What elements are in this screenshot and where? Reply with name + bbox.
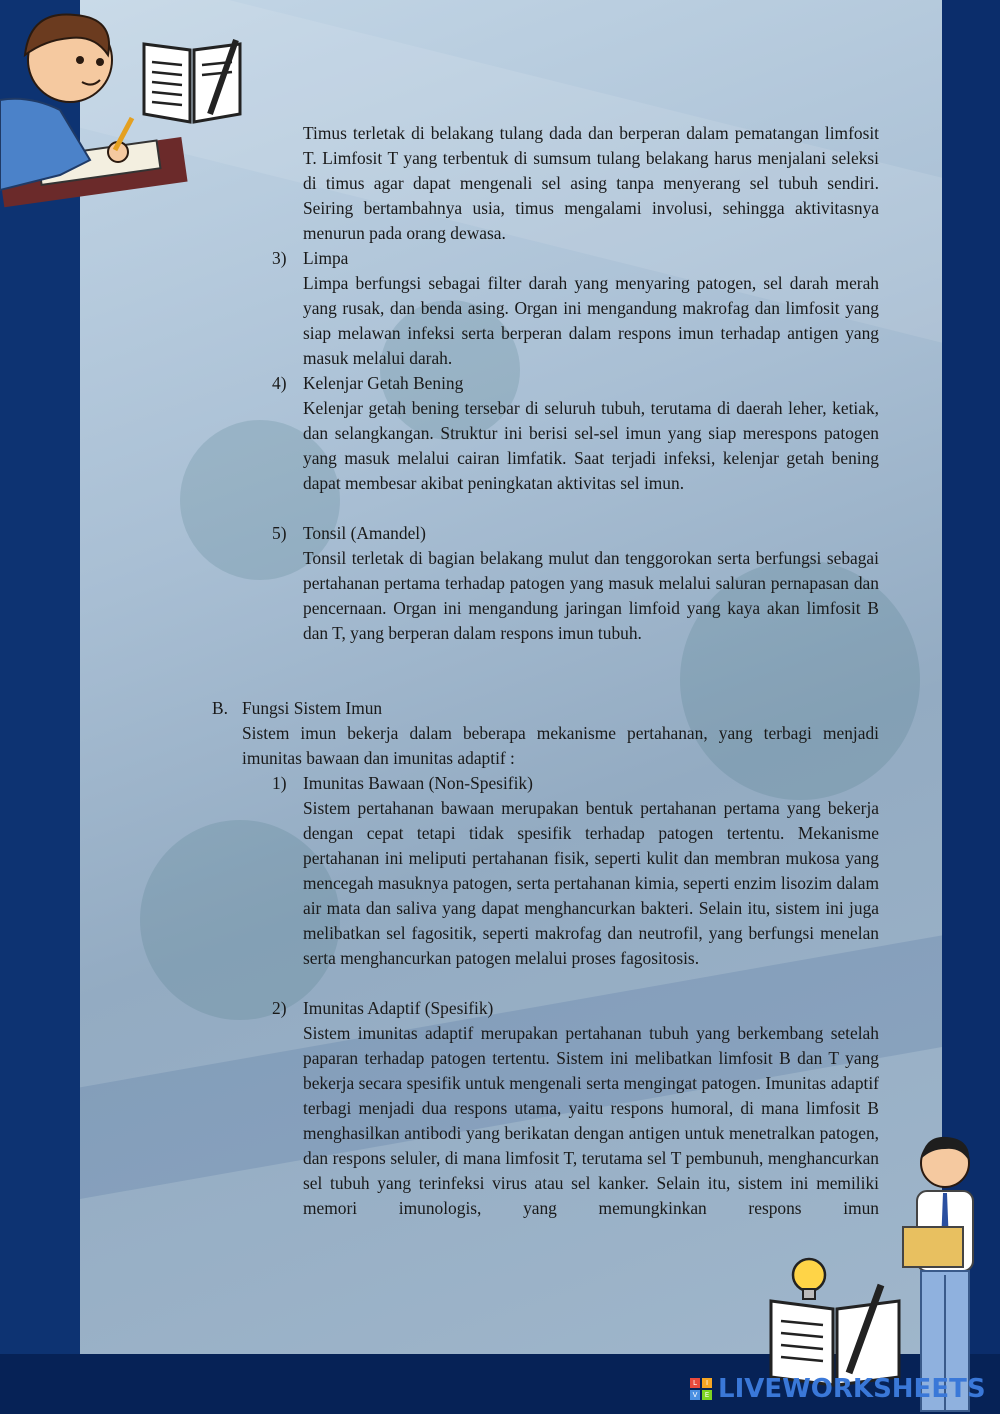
section-heading: Fungsi Sistem Imun — [242, 698, 383, 718]
adaptif-paragraph: Sistem imunitas adaptif merupakan pertahanan tubuh yang berkembang setelah paparan terhadap patogen tertentu. Sistem ini melibatkan limfosit B dan T yang bekerja secara spesifik untuk mengenali serta mengingat patogen. Imunitas adaptif terbagi menjadi dua respons utama, yaitu respons humoral, di mana limfosit B menghasilkan antibodi yang berikatan dengan antigen untuk menetralkan patogen, dan respons seluler, di mana limfosit T, terutama sel T pembunuh, menghancurkan sel tubuh yang terinfeksi virus atau sel kanker. Selain itu, sistem ini memiliki memori imunologis, yang memungkinkan respons imun — [303, 1023, 879, 1218]
section-intro: Sistem imun bekerja dalam beberapa mekanisme pertahanan, yang terbagi menjadi imunitas bawaan dan imunitas adaptif : — [242, 723, 879, 768]
logo-tiles-icon: L I V E — [690, 1378, 712, 1400]
item-number: 5) — [272, 523, 287, 543]
bawaan-paragraph: Sistem pertahanan bawaan merupakan bentuk pertahanan pertama yang bekerja dengan cepat tetapi tidak spesifik terhadap patogen tertentu. Mekanisme pertahanan ini meliputi pertahanan fisik, seperti kulit dan membran mukosa yang mencegah masuknya patogen, serta pertahanan kimia, seperti enzim lisozim dalam air mata dan saliva yang dapat menghancurkan bakteri. Selain itu, sistem ini juga melibatkan sel fagositik, seperti makrofag dan neutrofil, yang berfungsi menelan serta menghancurkan patogen melalui proses fagositosis. — [303, 798, 879, 968]
item-title-tonsil: Tonsil (Amandel) — [303, 523, 426, 543]
item-title-kelenjar: Kelenjar Getah Bening — [303, 373, 464, 393]
student-boy-illustration — [895, 1135, 995, 1414]
timus-paragraph: Timus terletak di belakang tulang dada dan berperan dalam pematangan limfosit T. Limfosit T yang terbentuk di sumsum tulang belakang harus menjalani seleksi di timus agar dapat mengenali sel asing tanpa menyerang sel tubuh sendiri. Seiring bertambahnya usia, timus mengalami involusi, sehingga aktivitasnya menurun pada orang dewasa. — [303, 123, 880, 243]
item-number: 1) — [272, 773, 287, 793]
book-lightbulb-icon — [765, 1245, 905, 1390]
liveworksheets-watermark — [690, 1374, 986, 1404]
limpa-paragraph: Limpa berfungsi sebagai filter darah yang menyaring patogen, sel darah merah yang rusak, dan benda asing. Organ ini mengandung makrofag dan limfosit yang siap melawan infeksi serta berperan dalam respons imun terhadap antigen yang masuk melalui darah. — [303, 273, 879, 368]
item-number: 2) — [272, 998, 287, 1018]
item-number: 4) — [272, 373, 287, 393]
tonsil-paragraph: Tonsil terletak di bagian belakang mulut dan tenggorokan serta berfungsi sebagai pertahanan pertama terhadap patogen yang masuk melalui saluran pernapasan dan pencernaan. Organ ini mengandung jaringan limfoid yang kaya akan limfosit B dan T, yang berperan dalam respons imun tubuh. — [303, 548, 879, 643]
kelenjar-paragraph: Kelenjar getah bening tersebar di seluruh tubuh, terutama di daerah leher, ketiak, dan selangkangan. Struktur ini berisi sel-sel imun yang siap merespons patogen yang masuk melalui cairan limfatik. Saat terjadi infeksi, kelenjar getah bening dapat membesar akibat peningkatan aktivitas sel imun. — [303, 398, 879, 493]
watermark-text: LIVEWORKSHEETS — [718, 1374, 986, 1404]
left-border — [0, 0, 80, 1414]
item-title-bawaan: Imunitas Bawaan (Non-Spesifik) — [303, 773, 533, 793]
open-book-icon — [140, 34, 244, 126]
item-number: 3) — [272, 248, 287, 268]
item-title-limpa: Limpa — [303, 248, 349, 268]
section-letter: B. — [212, 698, 228, 718]
item-title-adaptif: Imunitas Adaptif (Spesifik) — [303, 998, 494, 1018]
